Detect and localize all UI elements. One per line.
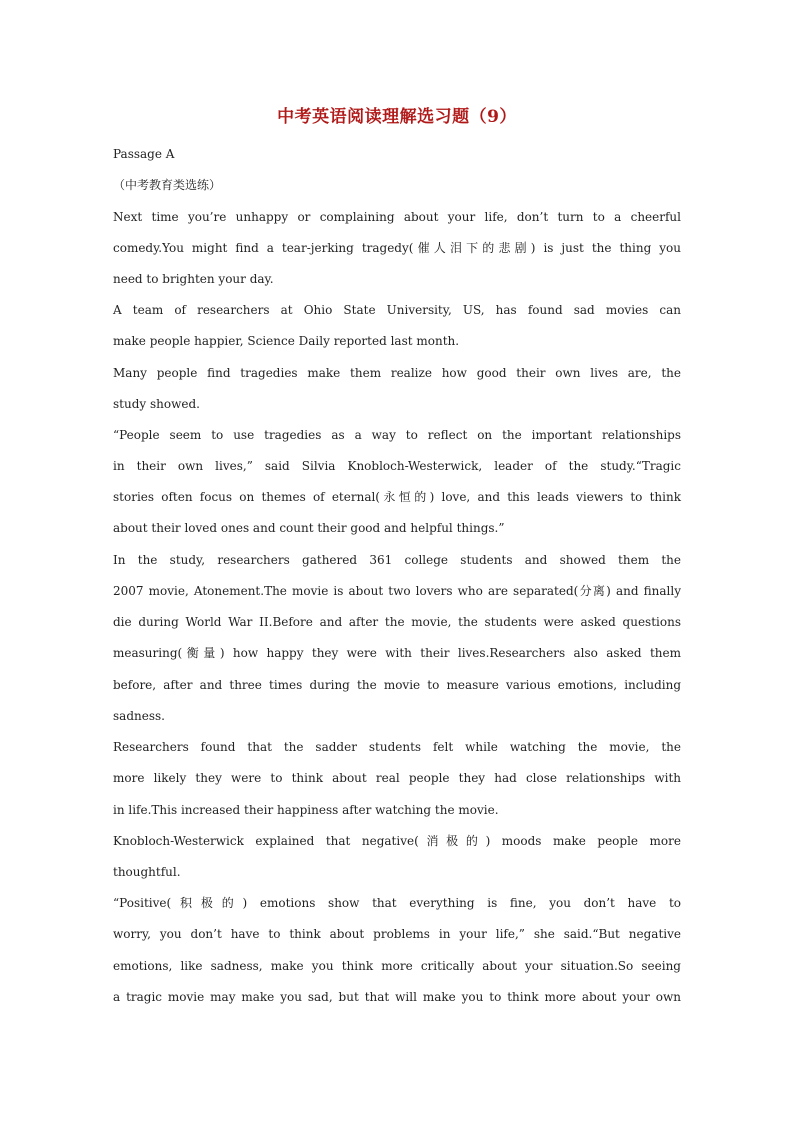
text-line: worry, you don’t have to think about problems in your life,” she said.“But negative: [113, 927, 681, 941]
passage-label: Passage A: [113, 147, 175, 161]
text-line: Many people find tragedies make them realize how good their own lives are, the: [113, 366, 681, 380]
text-line: in life.This increased their happiness after watching the movie.: [113, 803, 499, 817]
text-line: sadness.: [113, 709, 165, 723]
text-line: make people happier, Science Daily reported last month.: [113, 334, 460, 348]
text-line: die during World War II.Before and after the movie, the students were asked questions: [113, 615, 681, 629]
text-line: “People seem to use tragedies as a way to reflect on the important relationships: [113, 428, 681, 442]
text-line: 2007 movie, Atonement.The movie is about two lovers who are separated(分离) and finally: [113, 584, 681, 598]
text-line: Researchers found that the sadder students felt while watching the movie, the: [113, 740, 681, 754]
text-line: A team of researchers at Ohio State University, US, has found sad movies can: [113, 303, 681, 317]
text-line: comedy.You might find a tear-jerking tragedy(催人泪下的悲剧) is just the thing you: [113, 241, 681, 255]
text-line: In the study, researchers gathered 361 college students and showed them the: [113, 553, 681, 567]
text-line: stories often focus on themes of eternal(永恒的) love, and this leads viewers to think: [113, 490, 681, 504]
source-note: （中考教育类选练）: [113, 178, 222, 192]
text-line: before, after and three times during the movie to measure various emotions, including: [113, 678, 681, 692]
text-line: Knobloch-Westerwick explained that negative(消极的) moods make people more: [113, 834, 681, 848]
text-line: about their loved ones and count their good and helpful things.”: [113, 521, 505, 535]
document-title: 中考英语阅读理解选习题（9）: [277, 107, 517, 127]
text-line: study showed.: [113, 397, 200, 411]
text-line: in their own lives,” said Silvia Knobloch-Westerwick, leader of the study.“Tragic: [113, 459, 681, 473]
text-line: “Positive(积极的) emotions show that everything is fine, you don’t have to: [113, 896, 681, 910]
text-line: need to brighten your day.: [113, 272, 274, 286]
text-line: more likely they were to think about real people they had close relationships with: [113, 771, 681, 785]
text-line: emotions, like sadness, make you think more critically about your situation.So seeing: [113, 959, 681, 973]
text-line: measuring(衡量) how happy they were with their lives.Researchers also asked them: [113, 646, 681, 660]
text-line: Next time you’re unhappy or complaining about your life, don’t turn to a cheerful: [113, 210, 681, 224]
text-line: thoughtful.: [113, 865, 181, 879]
text-line: a tragic movie may make you sad, but that will make you to think more about your own: [113, 990, 681, 1004]
